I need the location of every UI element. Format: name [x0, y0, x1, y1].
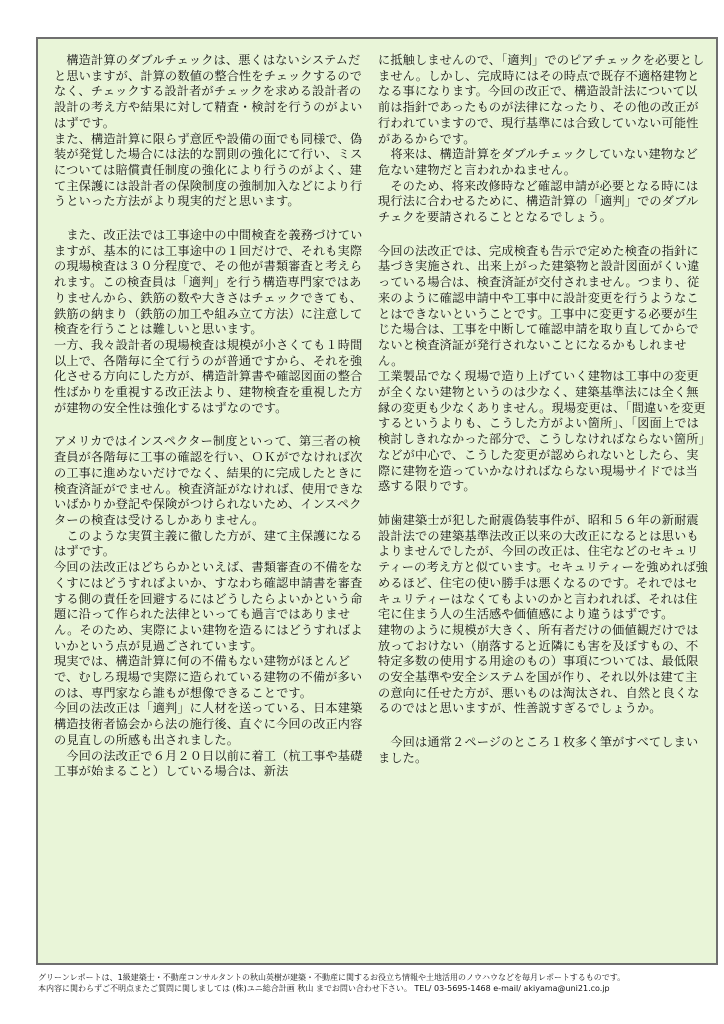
paragraph: 姉歯建築士が犯した耐震偽装事件が、昭和５６年の新耐震設計法での建築基準法改正以来の大改正になるとは思いもよりませんでしたが、今回の改正は、住宅などのセキュリティーの考え方と似ています。セキュリティーを強めれば強めるほど、住宅の使い勝手は悪くなるのです。それではセキュリティーはなくてもよいのかと言われれば、それは住宅に住まう人の生活感や価値感により違うはずです。	[378, 512, 708, 622]
paragraph: 今回の法改正はどちらかといえば、書類審査の不備をなくすにはどうすればよいか、すなわち確認申請書を審査する側の責任を回避するにはどうしたらよいかという命題に沿って作られた法律といっても過言ではありません。そのため、実際によい建物を造るにはどうすればよいかという点が見過ごされています。	[54, 560, 363, 653]
report-page	[36, 37, 718, 965]
paragraph: 将来は、構造計算をダブルチェックしていない建物など危ない建物だと言われかねません。	[378, 147, 698, 177]
paragraph: 今回の法改正は「適判」に人材を送っている、日本建築構造技術者協会から法の施行後、直ぐに今回の改正内容の見直しの所感も出されました。	[54, 701, 363, 747]
paragraph: このような実質主義に徹した方が、建て主保護になるはずです。	[54, 528, 363, 559]
paragraph: 現実では、構造計算に何の不備もない建物がほとんどで、むしろ現場で実際に造られている建物の不備が多いのは、専門家なら誰もが想像できることです。	[54, 654, 363, 700]
left-column	[54, 53, 370, 780]
paragraph-gap	[378, 226, 708, 244]
paragraph: 建物のように規模が大きく、所有者だけの価値観だけでは放っておけない（崩落すると近隣にも害を及ぼすもの、不特定多数の使用する用途のもの）事項については、最低限の安全基準や安全システムを国が作り、それ以外は建て主の意向に任せた方が、悪いものは淘汰され、自然と良くなるのではと思いますが、性善説すぎるでしょうか。	[378, 622, 700, 716]
paragraph: 工業製品でなく現場で造り上げていく建物は工事中の変更が全くない建物というのは少なく、建築基準法には全く無縁の変更も少なくありません。現場変更は、「間違いを変更するというよりも、こうした方がよい箇所」、「図面上では検討しきれなかった部分で、こうしなければならない箇所」などが中心で、こうした変更が認められないとしたら、実際に建物を造っていかなければならない現場サイドでは当惑する限りです。	[378, 369, 706, 494]
paragraph: 今回の法改正では、完成検査も告示で定めた検査の指針に基づき実施され、出来上がった建築物と設計図面がくい違っている場合は、検査済証が交付されません。つまり、従来のように確認申請中や工事中に設計変更を行うようなことはできないということです。工事中に変更する必要が生じた場合は、工事を中断して確認申請を取り直してからでないと検査済証が発行されないことになるかもしれません。	[378, 243, 700, 368]
paragraph: 今回は通常２ページのところ１枚多く筆がすべてしまいました。	[378, 735, 699, 765]
paragraph: 一方、我々設計者の現場検査は規模が小さくても１時間以上で、各階毎に全て行うのが普通ですから、それを強化させる方向にした方が、構造計算書や確認図面の整合性ばかりを重視する改正法より、建物検査を重視した方が建物の安全性は強化するはずなのです。	[54, 337, 363, 415]
paragraph: そのため、将来改修時など確認申請が必要となる時には現行法に合わせるために、構造計算の「適判」でのダブルチェクを要請されることとなるでしょう。	[378, 178, 699, 225]
right-column	[378, 53, 708, 767]
paragraph-gap	[54, 416, 370, 434]
paragraph: 今回の法改正で６月２０日以前に着工（杭工事や基礎工事が始まること）している場合は、新法	[54, 748, 363, 779]
paragraph: また、構造計算に限らず意匠や設備の面でも同様で、偽装が発覚した場合には法的な罰則の強化にて行い、ミスについては賠償責任制度の強化により行うのがよく、建て主保護には設計者の保険制度の強制加入などにより行うといった方法がより現実的だと思います。	[54, 131, 363, 209]
paragraph-gap	[378, 717, 708, 735]
footer-contact: 本内容に関わらずご不明点またご質問に関しましては (株)ユニ総合計画 秋山 までお問い合わせ下さい。 TEL/ 03-5695-1468 e-mail/ akiyama@uni21.co.jp	[38, 983, 610, 993]
page-footer	[38, 973, 724, 994]
paragraph-gap	[54, 210, 370, 228]
paragraph: 構造計算のダブルチェックは、悪くはないシステムだと思いますが、計算の数値の整合性をチェックするのでなく、チェックする設計者がチェックを求める設計者の設計の考え方や結果に対して精査・検討を行うのがよいはずです。	[54, 53, 363, 130]
paragraph-gap	[378, 495, 708, 513]
footer-description: グリーンレポートは、1級建築士・不動産コンサルタントの秋山英樹が建築・不動産に関するお役立ち情報や土地活用のノウハウなどを毎月レポートするものです。	[38, 973, 626, 982]
paragraph: また、改正法では工事途中の中間検査を義務づけていますが、基本的には工事途中の１回だけで、それも実際の現場検査は３０分程度で、その他が書類審査と考えられます。この検査員は「適判」を行う構造専門家ではありませんから、鉄筋の数や大きさはチェックできても、鉄筋の納まり（鉄筋の加工や組み立て方法）に注意して検査を行うことは難しいと思います。	[54, 228, 363, 337]
paragraph: アメリカではインスペクター制度といって、第三者の検査員が各階毎に工事の確認を行い、ＯＫがでなければ次の工事に進めないだけでなく、結果的に完成したときに検査済証がでません。検査済証がなければ、使用できないばかりか登記や保険がつけられないため、インスペクターの検査は受けるしかありません。	[54, 434, 364, 527]
paragraph: に抵触しませんので、「適判」でのピアチェックを必要としません。しかし、完成時にはその時点で既存不適格建物となる事になります。今回の改正で、構造設計法について以前は指針であったものが法律になったり、その他の改正が行われていますので、現行基準には合致していない可能性があるからです。	[378, 53, 705, 146]
